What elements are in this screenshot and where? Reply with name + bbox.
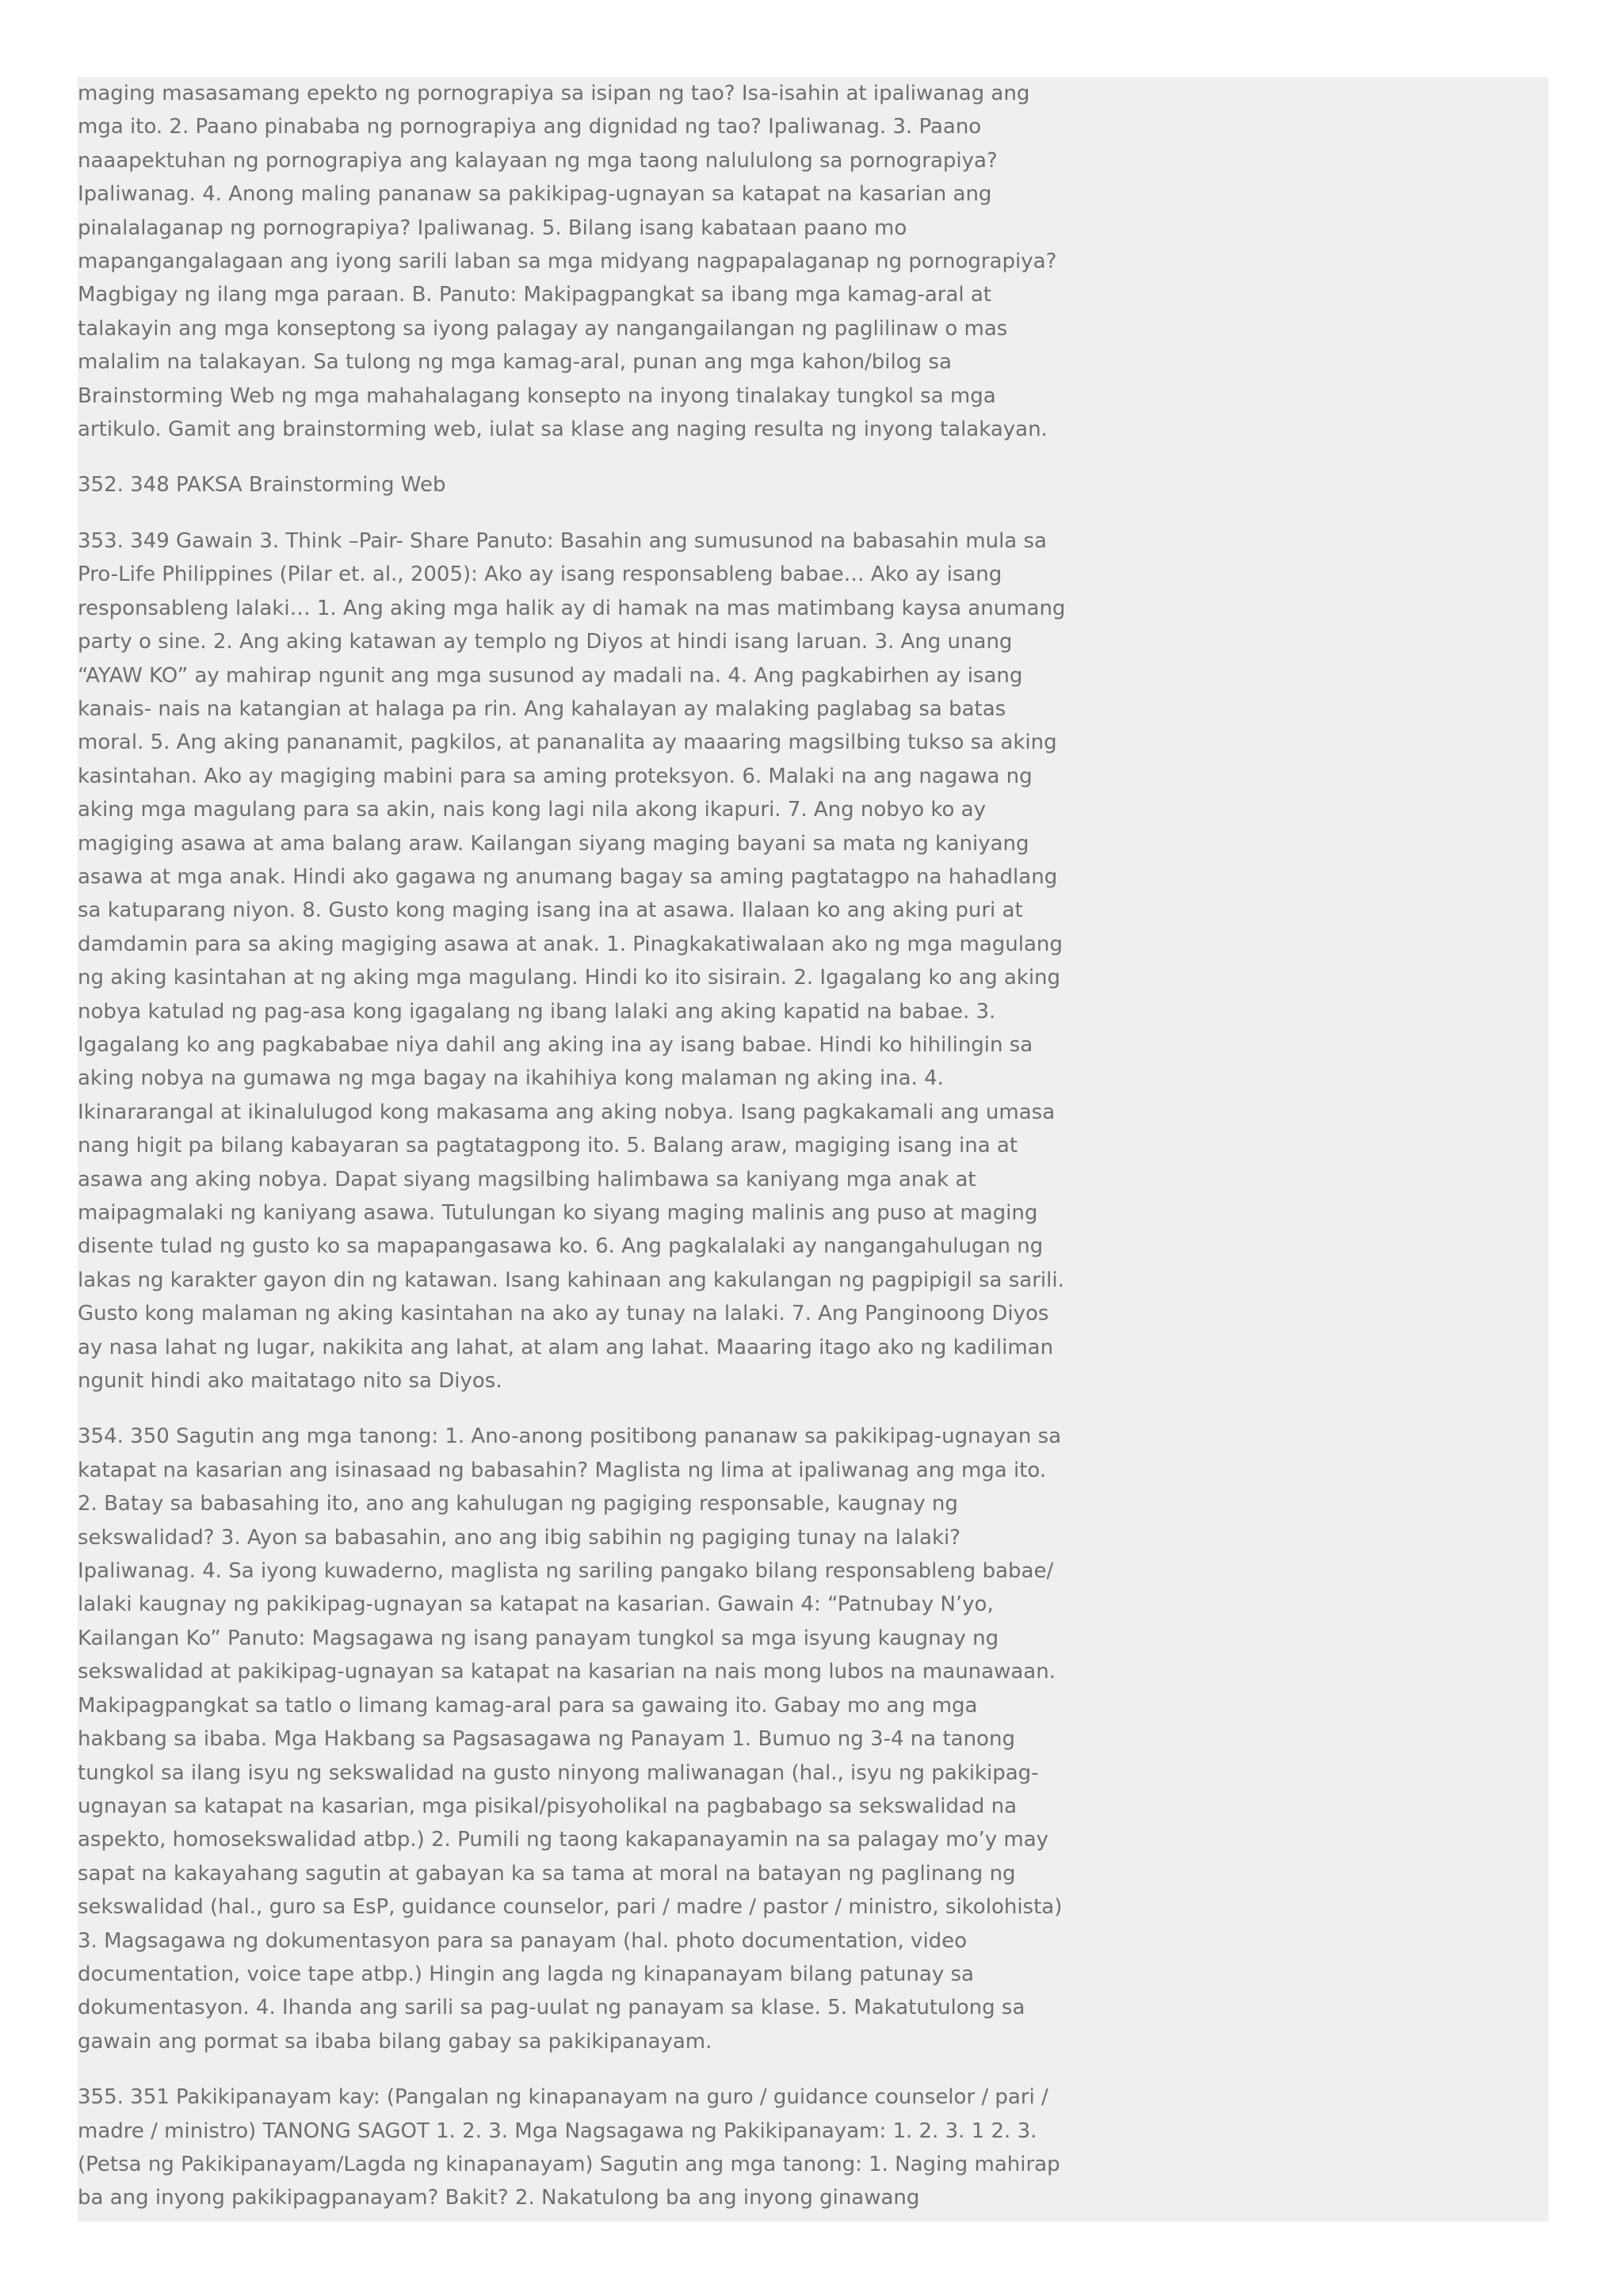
document-text: [78, 77, 1072, 2237]
paragraph-355-pakikipanayam: 355. 351 Pakikipanayam kay: (Pangalan ng kinapanayam na guro / guidance counselor / pari / madre / ministro) TANONG SAGOT 1. 2. 3. Mga Nagsagawa ng Pakikipanayam: 1. 2. 3. 1 2. 3. (Petsa ng Pakikipanayam/Lagda ng kinapanayam) Sagutin ang mga tanong: 1. Naging mahirap ba ang inyong pakikipagpanayam? Bakit? 2. Nakatulong ba ang inyong ginawang: [78, 2085, 1060, 2210]
paragraph-354-sagutin: 354. 350 Sagutin ang mga tanong: 1. Ano-anong positibong pananaw sa pakikipag-ugnayan sa katapat na kasarian ang isinasaad ng babasahin? Maglista ng lima at ipaliwanag ang mga ito. 2. Batay sa babasahing ito, ano ang kahulugan ng pagiging responsable, kaugnay ng sekswalidad? 3. Ayon sa babasahin, ano ang ibig sabihin ng pagiging tunay na lalaki? Ipaliwanag. 4. Sa iyong kuwaderno, maglista ng sariling pangako bilang responsableng babae/ lalaki kaugnay ng pakikipag-ugnayan sa katapat na kasarian. Gawain 4: “Patnubay N’yo, Kailangan Ko” Panuto: Magsagawa ng isang panayam tungkol sa mga isyung kaugnay ng sekswalidad at pakikipag-ugnayan sa katapat na kasarian na nais mong lubos na maunawaan. Makipagpangkat sa tatlo o limang kamag-aral para sa gawaing ito. Gabay mo ang mga hakbang sa ibaba. Mga Hakbang sa Pagsasagawa ng Panayam 1. Bumuo ng 3-4 na tanong tungkol sa ilang isyu ng sekswalidad na gusto ninyong maliwanagan (hal., isyu ng pakikipag-ugnayan sa katapat na kasarian, mga pisikal/pisyoholikal na pagbabago sa sekswalidad na aspekto, homosekswalidad atbp.) 2. Pumili ng taong kakapanayamin na sa palagay mo’y may sapat na kakayahang sagutin at gabayan ka sa tama at moral na batayan ng paglinang ng sekswalidad (hal., guro sa EsP, guidance counselor, pari / madre / pastor / ministro, sikolohista) 3. Magsagawa ng dokumentasyon para sa panayam (hal. photo documentation, video documentation, voice tape atbp.) Hingin ang lagda ng kinapanayam bilang patunay sa dokumentasyon. 4. Ihanda ang sarili sa pag-uulat ng panayam sa klase. 5. Makatutulong sa gawain ang pormat sa ibaba bilang gabay sa pakikipanayam.: [78, 1425, 1063, 2054]
paragraph-pornograpiya-questions: maging masasamang epekto ng pornograpiya sa isipan ng tao? Isa-isahin at ipaliwanag ang mga ito. 2. Paano pinababa ng pornograpiya ang dignidad ng tao? Ipaliwanag. 3. Paano naaapektuhan ng pornograpiya ang kalayaan ng mga taong nalululong sa pornograpiya? Ipaliwanag. 4. Anong maling pananaw sa pakikipag-ugnayan sa katapat na kasarian ang pinalalaganap ng pornograpiya? Ipaliwanag. 5. Bilang isang kabataan paano mo mapangangalagaan ang iyong sarili laban sa mga midyang nagpapalaganap ng pornograpiya? Magbigay ng ilang mga paraan. B. Panuto: Makipagpangkat sa ibang mga kamag-aral at talakayin ang mga konseptong sa iyong palagay ay nangangailangan ng paglilinaw o mas malalim na talakayan. Sa tulong ng mga kamag-aral, punan ang mga kahon/bilog sa Brainstorming Web ng mga mahahalagang konsepto na inyong tinalakay tungkol sa mga artikulo. Gamit ang brainstorming web, iulat sa klase ang naging resulta ng inyong talakayan.: [78, 82, 1057, 442]
paragraph-353-gawain-3: 353. 349 Gawain 3. Think –Pair- Share Panuto: Basahin ang sumusunod na babasahin mula sa Pro-Life Philippines (Pilar et. al., 2005): Ako ay isang responsableng babae… Ako ay isang responsableng lalaki… 1. Ang aking mga halik ay di hamak na mas matimbang kaysa anumang party o sine. 2. Ang aking katawan ay templo ng Diyos at hindi isang laruan. 3. Ang unang “AYAW KO” ay mahirap ngunit ang mga susunod ay madali na. 4. Ang pagkabirhen ay isang kanais- nais na katangian at halaga pa rin. Ang kahalayan ay malaking paglabag sa batas moral. 5. Ang aking pananamit, pagkilos, at pananalita ay maaaring magsilbing tukso sa aking kasintahan. Ako ay magiging mabini para sa aming proteksyon. 6. Malaki na ang nagawa ng aking mga magulang para sa akin, nais kong lagi nila akong ikapuri. 7. Ang nobyo ko ay magiging asawa at ama balang araw. Kailangan siyang maging bayani sa mata ng kaniyang asawa at mga anak. Hindi ako gagawa ng anumang bagay sa aming pagtatagpo na hahadlang sa katuparang niyon. 8. Gusto kong maging isang ina at asawa. Ilalaan ko ang aking puri at damdamin para sa aking magiging asawa at anak. 1. Pinagkakatiwalaan ako ng mga magulang ng aking kasintahan at ng aking mga magulang. Hindi ko ito sisirain. 2. Igagalang ko ang aking nobya katulad ng pag-asa kong igagalang ng ibang lalaki ang aking kapatid na babae. 3. Igagalang ko ang pagkababae niya dahil ang aking ina ay isang babae. Hindi ko hihilingin sa aking nobya na gumawa ng mga bagay na ikahihiya kong malaman ng aking ina. 4. Ikinararangal at ikinalulugod kong makasama ang aking nobya. Isang pagkakamali ang umasa nang higit pa bilang kabayaran sa pagtatagpong ito. 5. Balang araw, magiging isang ina at asawa ang aking nobya. Dapat siyang magsilbing halimbawa sa kaniyang mga anak at maipagmalaki ng kaniyang asawa. Tutulungan ko siyang maging malinis ang puso at maging disente tulad ng gusto ko sa mapapangasawa ko. 6. Ang pagkalalaki ay nangangahulugan ng lakas ng karakter gayon din ng katawan. Isang kahinaan ang kakulangan ng pagpipigil sa sarili. Gusto kong malaman ng aking kasintahan na ako ay tunay na lalaki. 7. Ang Panginoong Diyos ay nasa lahat ng lugar, nakikita ang lahat, at alam ang lahat. Maaaring itago ako ng kadiliman ngunit hindi ako maitatago nito sa Diyos.: [78, 528, 1066, 1394]
paragraph-352-brainstorming-web: 352. 348 PAKSA Brainstorming Web: [78, 473, 446, 498]
